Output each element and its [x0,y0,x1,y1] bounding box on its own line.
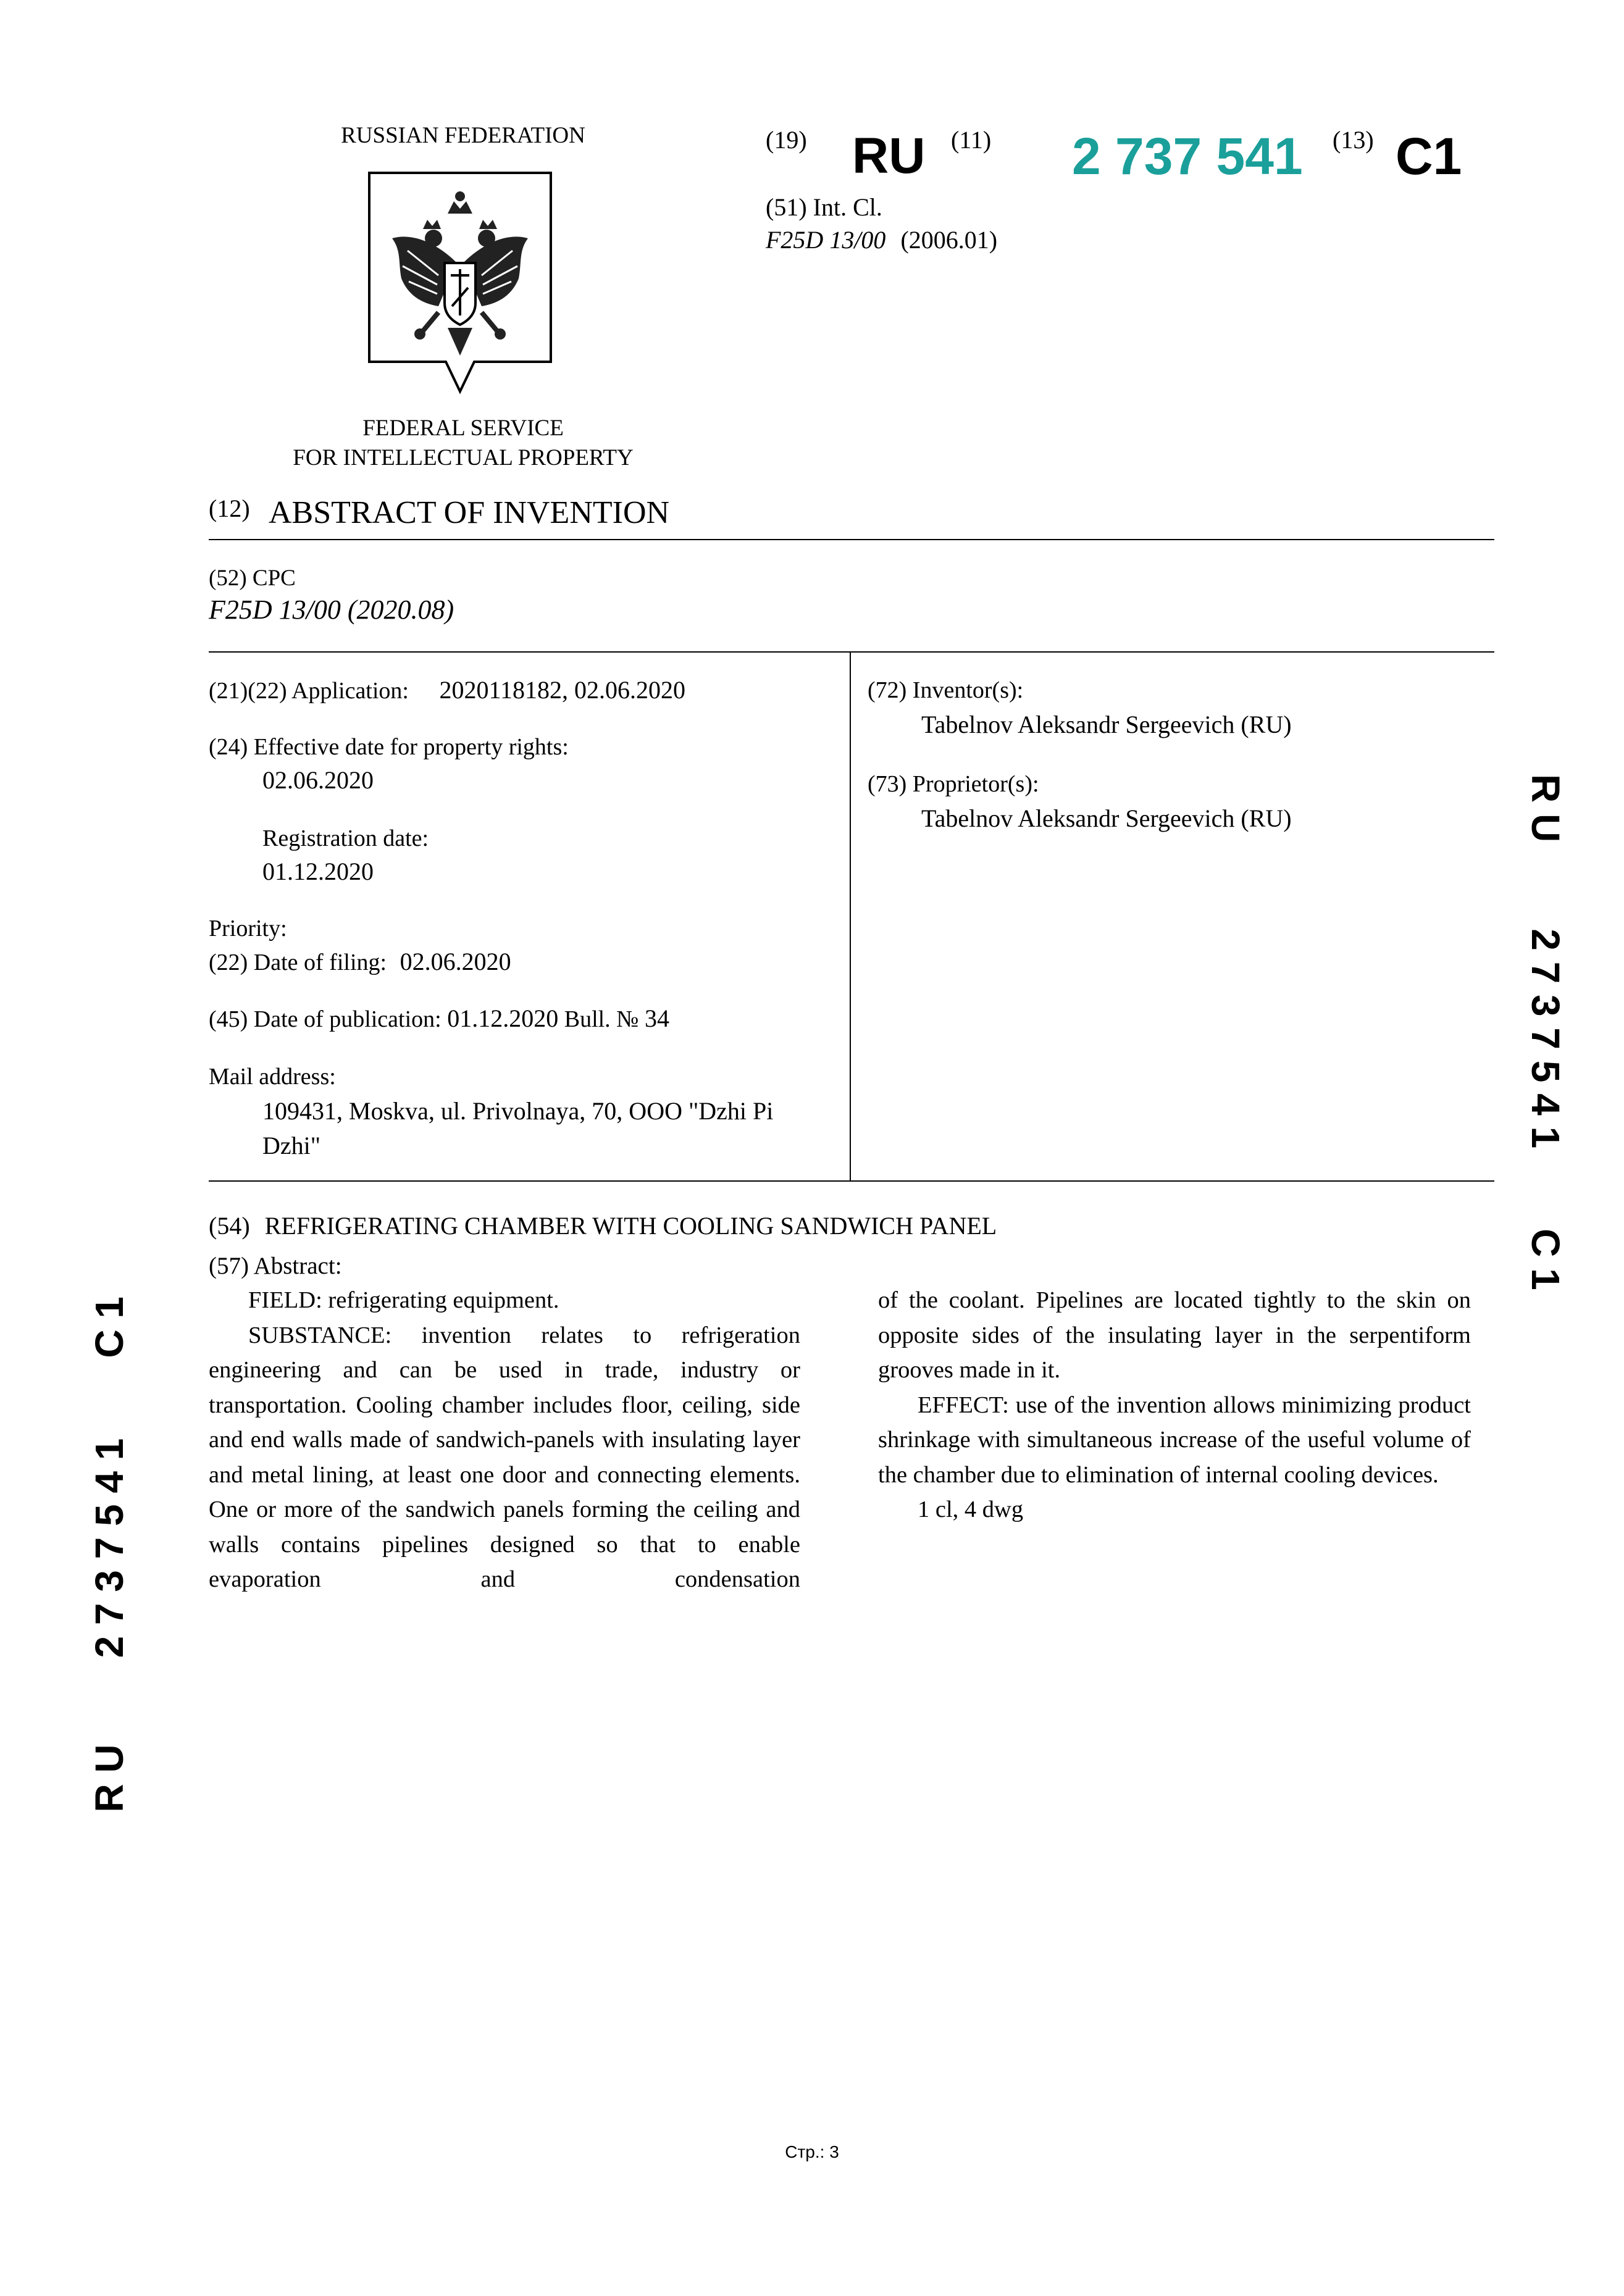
side-code-right [1513,774,1568,1392]
int-cl-code: F25D 13/00 [766,226,886,254]
side-right-ru: R U [1523,774,1568,843]
patent-number: 2 737 541 [1072,127,1303,185]
divider-biblio-top [209,651,1494,653]
side-code-left [86,1296,142,1914]
abstract-claims: 1 cl, 4 dwg [918,1497,1024,1522]
application-row [209,675,685,706]
kind-code: C1 [1396,127,1462,185]
mail-address [262,1094,773,1163]
country-name: RUSSIAN FEDERATION [341,123,585,148]
cpc-label: (52) CPC [209,566,296,591]
doc-type-title: ABSTRACT OF INVENTION [269,495,670,530]
doc-type-code: (12) [209,495,250,522]
abstract-column-right [878,1283,1471,1527]
side-right-number: 2 7 3 7 5 4 1 [1523,929,1568,1149]
abstract-column-left [209,1283,800,1597]
federal-service-name [266,414,661,473]
int-cl-version: (2006.01) [900,226,998,254]
federal-service-line2: FOR INTELLECTUAL PROPERTY [293,445,634,470]
bull-label: Bull. № [564,1006,639,1032]
abstract-substance-continued: of the coolant. Pipelines are located tightly to the skin on opposite sides of the insulating layer in the serpentiform grooves made in it. [878,1287,1471,1383]
mail-label: Mail address: [209,1064,336,1090]
divider-top [209,539,1494,540]
side-left-kind: C 1 [87,1296,132,1358]
publication-value: 01.12.2020 [447,1004,559,1032]
filing-row [209,947,511,977]
proprietor-value: Tabelnov Aleksandr Sergeevich (RU) [921,804,1292,832]
filing-value: 02.06.2020 [400,948,511,975]
title-row [209,1211,997,1240]
effective-label: (24) Effective date for property rights: [209,734,569,760]
cpc-value: F25D 13/00 (2020.08) [209,595,454,625]
abstract-field: FIELD: refrigerating equipment. [248,1287,559,1313]
mail-line1: 109431, Moskva, ul. Privolnaya, 70, OOO "Dzhi Pi [262,1097,774,1125]
abstract-substance: SUBSTANCE: invention relates to refrigeration engineering and can be used in trade, industry or transportation. Cooling chamber includes floor, ceiling, side and end walls made of sandwich-panels with insulating layer and metal lining, at least one door and connecting elements. One or more of the sandwich panels forming the ceiling and walls contains pipelines designed so that to enable evaporation and condensation [209,1322,800,1592]
abstract-effect: EFFECT: use of the invention allows minimizing product shrinkage with simultaneous increase of the useful volume of the chamber due to elimination of internal cooling devices. [878,1392,1471,1488]
filing-label: (22) Date of filing: [209,950,387,975]
int-cl-label: (51) Int. Cl. [766,193,882,221]
effective-value: 02.06.2020 [262,766,374,794]
side-left-ru: R U [87,1744,132,1813]
int-cl-line [766,225,997,254]
side-left-number: 2 7 3 7 5 4 1 [87,1438,132,1658]
title-code: (54) [209,1212,250,1240]
bull-value: 34 [644,1004,669,1032]
code-11: (11) [951,126,992,154]
publication-label: (45) Date of publication: [209,1006,442,1032]
coat-of-arms-emblem [364,170,556,399]
registration-value: 01.12.2020 [262,858,374,885]
page-number: Стр.: 3 [785,2142,839,2161]
registration-label: Registration date: [262,825,429,851]
application-label: (21)(22) Application: [209,678,409,704]
divider-biblio-bottom [209,1180,1494,1182]
inventor-label: (72) Inventor(s): [868,677,1024,703]
invention-title: REFRIGERATING CHAMBER WITH COOLING SANDWICH PANEL [264,1212,997,1240]
application-value: 2020118182, 02.06.2020 [439,676,685,704]
biblio-column-divider [850,652,851,1182]
inventor-value: Tabelnov Aleksandr Sergeevich (RU) [921,711,1292,738]
federal-service-line1: FEDERAL SERVICE [362,415,564,441]
code-19: (19) [766,126,807,154]
side-right-kind: C 1 [1523,1229,1568,1290]
abstract-label: (57) Abstract: [209,1253,342,1279]
proprietor-label: (73) Proprietor(s): [868,771,1039,797]
mail-line2: Dzhi" [262,1132,321,1159]
country-code-ru: RU [852,128,926,184]
code-13: (13) [1333,126,1374,154]
publication-row [209,1004,669,1034]
priority-label: Priority: [209,916,287,941]
